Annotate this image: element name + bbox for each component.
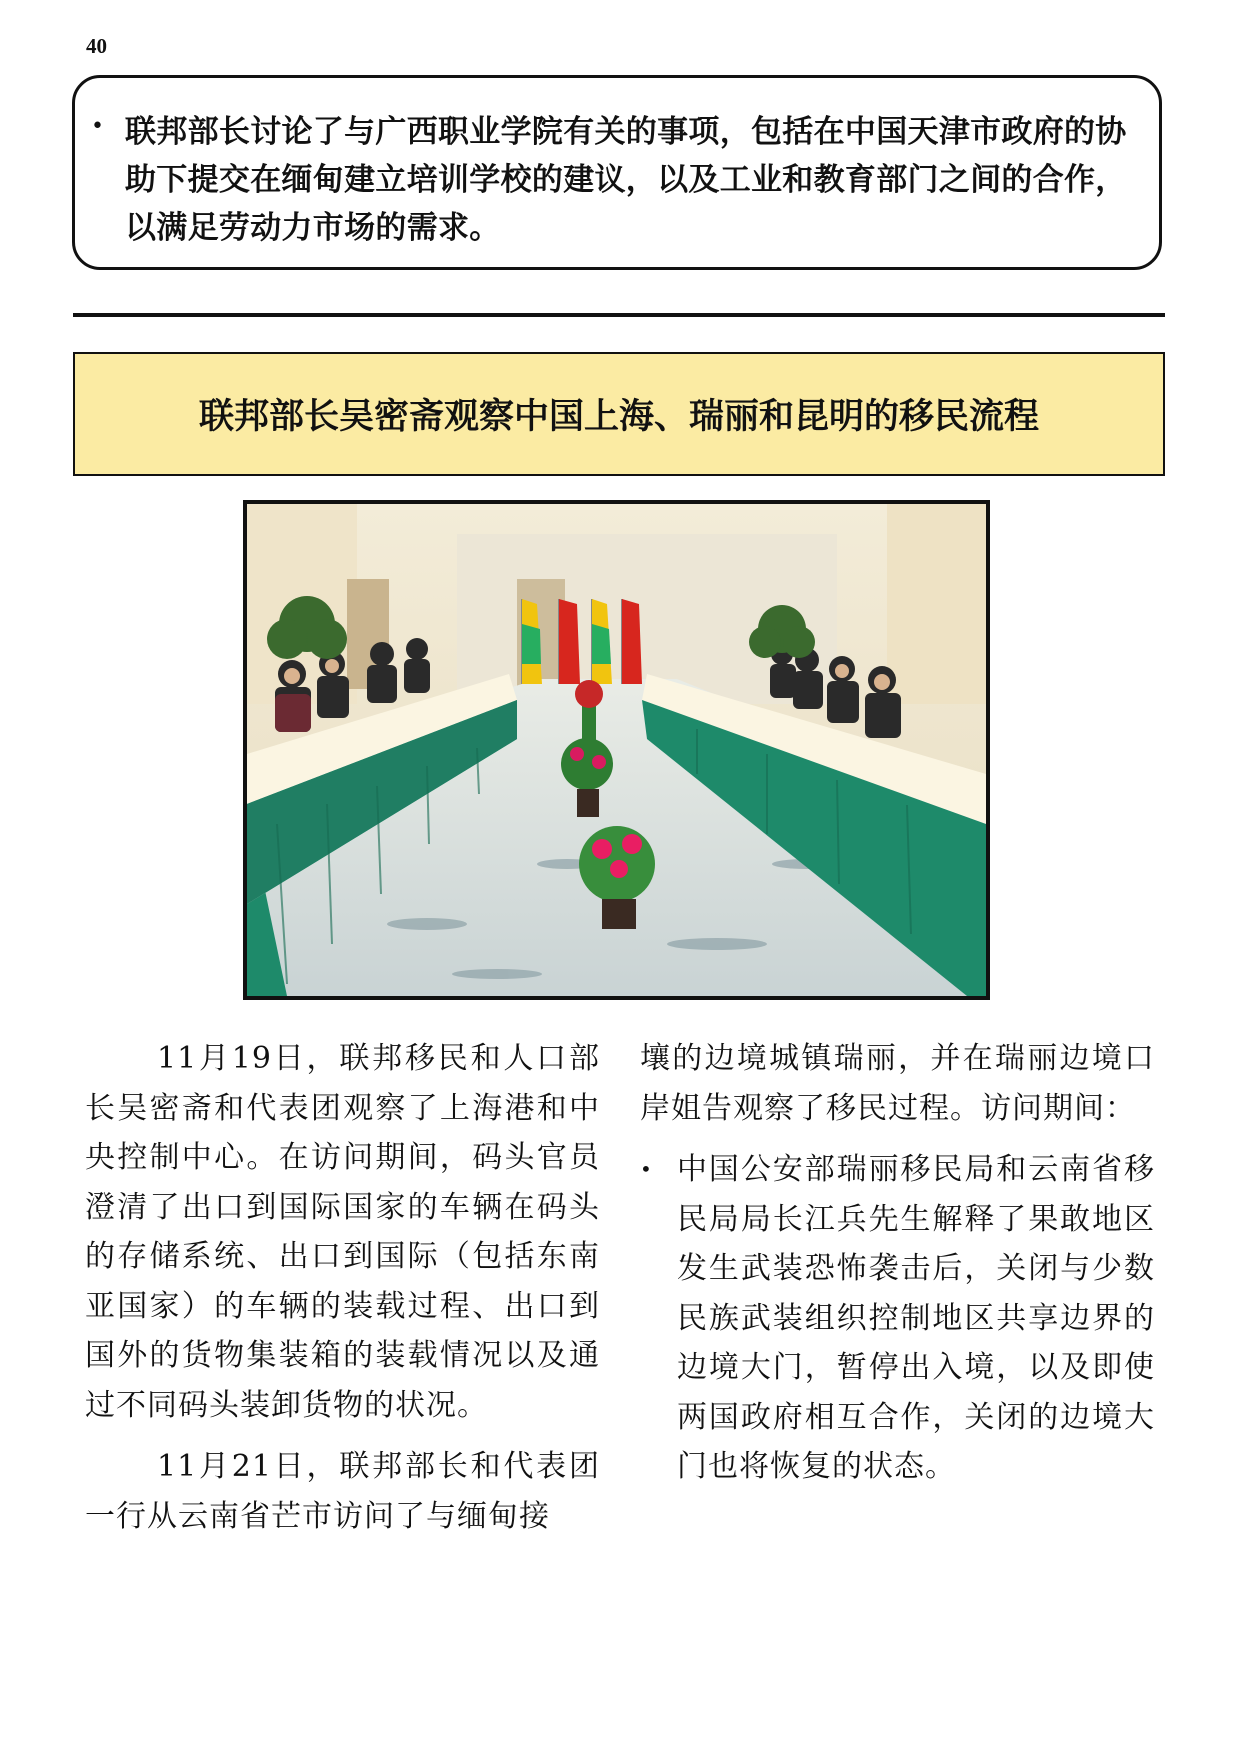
meeting-illustration <box>247 504 986 996</box>
article-bullet-text: 中国公安部瑞丽移民局和云南省移民局局长江兵先生解释了果敢地区发生武装恐怖袭击后，关闭与少数民族武装组织控制地区共享边界的边境大门，暂停出入境，以及即使两国政府相互合作，关闭的边境大门也将恢复的状态。 <box>677 1152 1155 1484</box>
note-text: 联邦部长讨论了与广西职业学院有关的事项，包括在中国天津市政府的协助下提交在缅甸建立培训学校的建议，以及工业和教育部门之间的合作，以满足劳动力市场的需求。 <box>125 114 1127 246</box>
bullet-icon: • <box>640 1157 653 1181</box>
section-title: 联邦部长吴密斋观察中国上海、瑞丽和昆明的移民流程 <box>198 397 1039 437</box>
article-paragraph-2-start: 11月21日，联邦部长和代表团一行从云南省芒市访问了与缅甸接 <box>85 1449 600 1534</box>
note-box <box>72 75 1162 270</box>
article-paragraph-1: 11月19日，联邦移民和人口部长吴密斋和代表团观察了上海港和中央控制中心。在访问期间，码头官员澄清了出口到国际国家的车辆在码头的存储系统、出口到国际（包括东南亚国家）的车辆的装载过程、出口到国外的货物集装箱的装载情况以及通过不同码头装卸货物的状况。 <box>85 1041 600 1423</box>
article-column-right <box>640 1034 1155 1492</box>
page-number: 40 <box>86 34 107 58</box>
article-bullet-item <box>640 1145 1155 1492</box>
section-divider <box>73 313 1165 317</box>
article-paragraph-2-continued: 壤的边境城镇瑞丽，并在瑞丽边境口岸姐告观察了移民过程。访问期间： <box>640 1041 1155 1126</box>
article-column-left <box>85 1034 600 1541</box>
bullet-icon: • <box>91 114 104 139</box>
meeting-photo <box>243 500 990 1000</box>
section-title-box <box>73 352 1165 476</box>
